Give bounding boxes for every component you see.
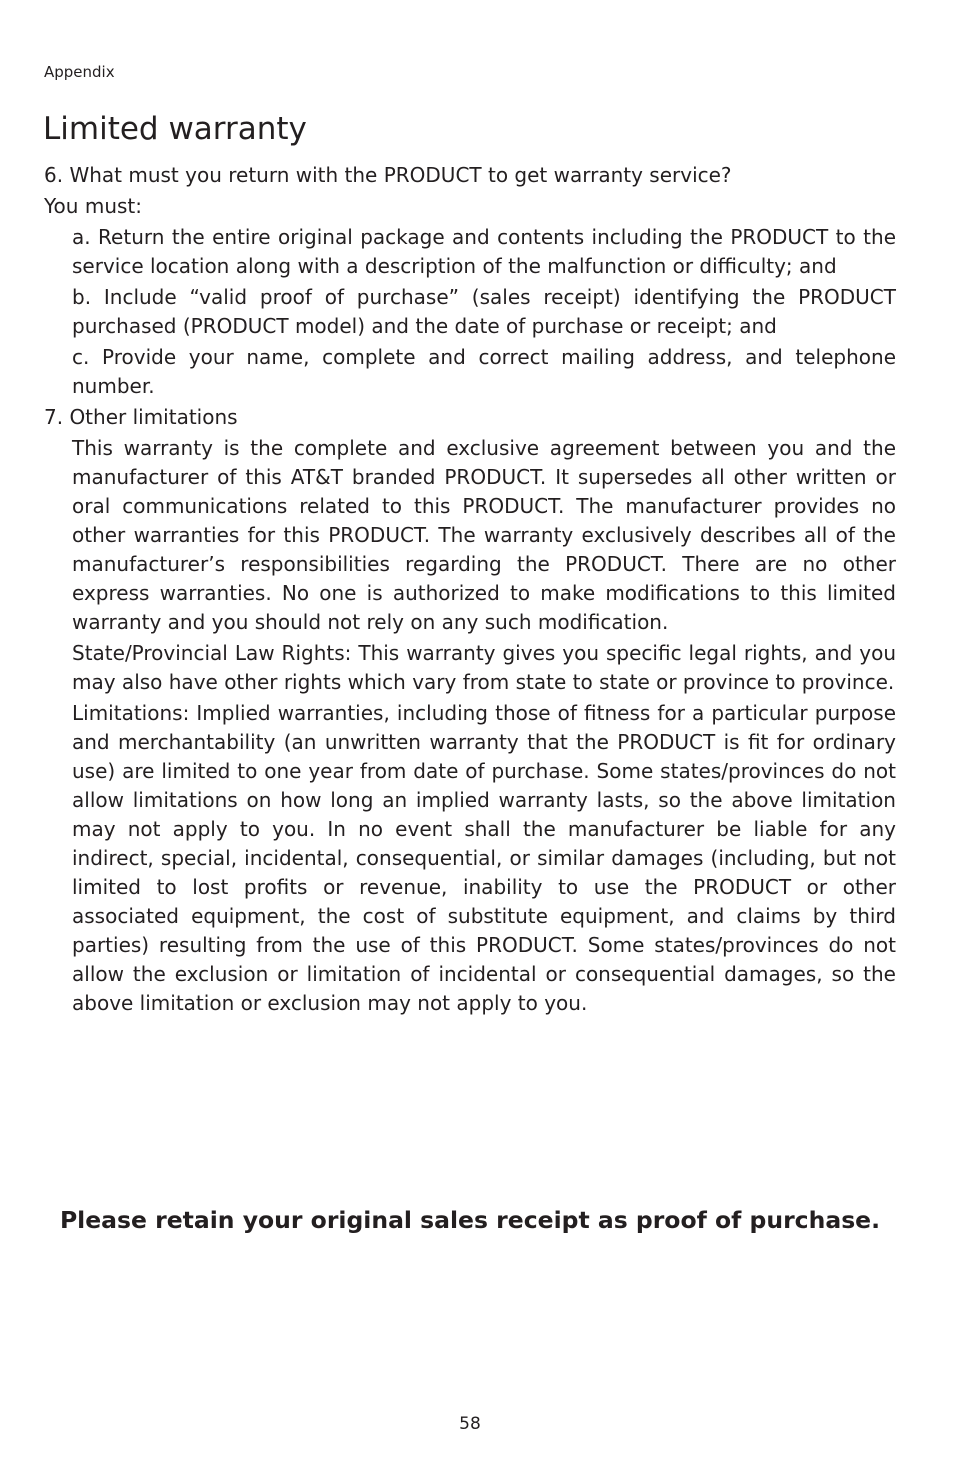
warranty-body <box>44 161 896 1018</box>
paragraph-agreement: This warranty is the complete and exclusive agreement between you and the manufacturer of this AT&T branded PRODUCT. It supersedes all other written or oral communications related to this PRODUCT. The manufacturer provides no other warranties for this PRODUCT. The warranty exclusively describes all of the manufacturer’s responsibilities regarding the PRODUCT. There are no other express warranties. No one is authorized to make modifications to this limited warranty and you should not rely on any such modification. <box>72 436 896 634</box>
page-title: Limited warranty <box>43 111 307 147</box>
page-number: 58 <box>459 1414 481 1434</box>
question-7-heading: 7. Other limitations <box>44 405 238 429</box>
paragraph-law-rights: State/Provincial Law Rights: This warranty gives you specific legal rights, and you may also have other rights which vary from state to state or province to province. <box>72 641 896 694</box>
question-6-heading: 6. What must you return with the PRODUCT to get warranty service? <box>44 163 732 187</box>
list-item-a: a. Return the entire original package and contents including the PRODUCT to the service location along with a description of the malfunction or difficulty; and <box>72 225 896 278</box>
paragraph-limitations: Limitations: Implied warranties, including those of fitness for a particular purpose and merchantability (an unwritten warranty that the PRODUCT is fit for ordinary use) are limited to one year from date of purchase. Some states/provinces do not allow limitations on how long an implied warranty lasts, so the above limitation may not apply to you. In no event shall the manufacturer be liable for any indirect, special, incidental, consequential, or similar damages (including, but not limited to lost profits or revenue, inability to use the PRODUCT or other associated equipment, the cost of substitute equipment, and claims by third parties) resulting from the use of this PRODUCT. Some states/provinces do not allow the exclusion or limitation of incidental or consequential damages, so the above limitation or exclusion may not apply to you. <box>72 701 896 1015</box>
list-item-b: b. Include “valid proof of purchase” (sales receipt) identifying the PRODUCT purchased (PRODUCT model) and the date of purchase or receipt; and <box>72 285 896 338</box>
receipt-callout: Please retain your original sales receipt as proof of purchase. <box>59 1206 881 1234</box>
question-6-intro: You must: <box>44 194 142 218</box>
list-item-c: c. Provide your name, complete and correct mailing address, and telephone number. <box>72 345 896 398</box>
section-label: Appendix <box>44 63 115 81</box>
